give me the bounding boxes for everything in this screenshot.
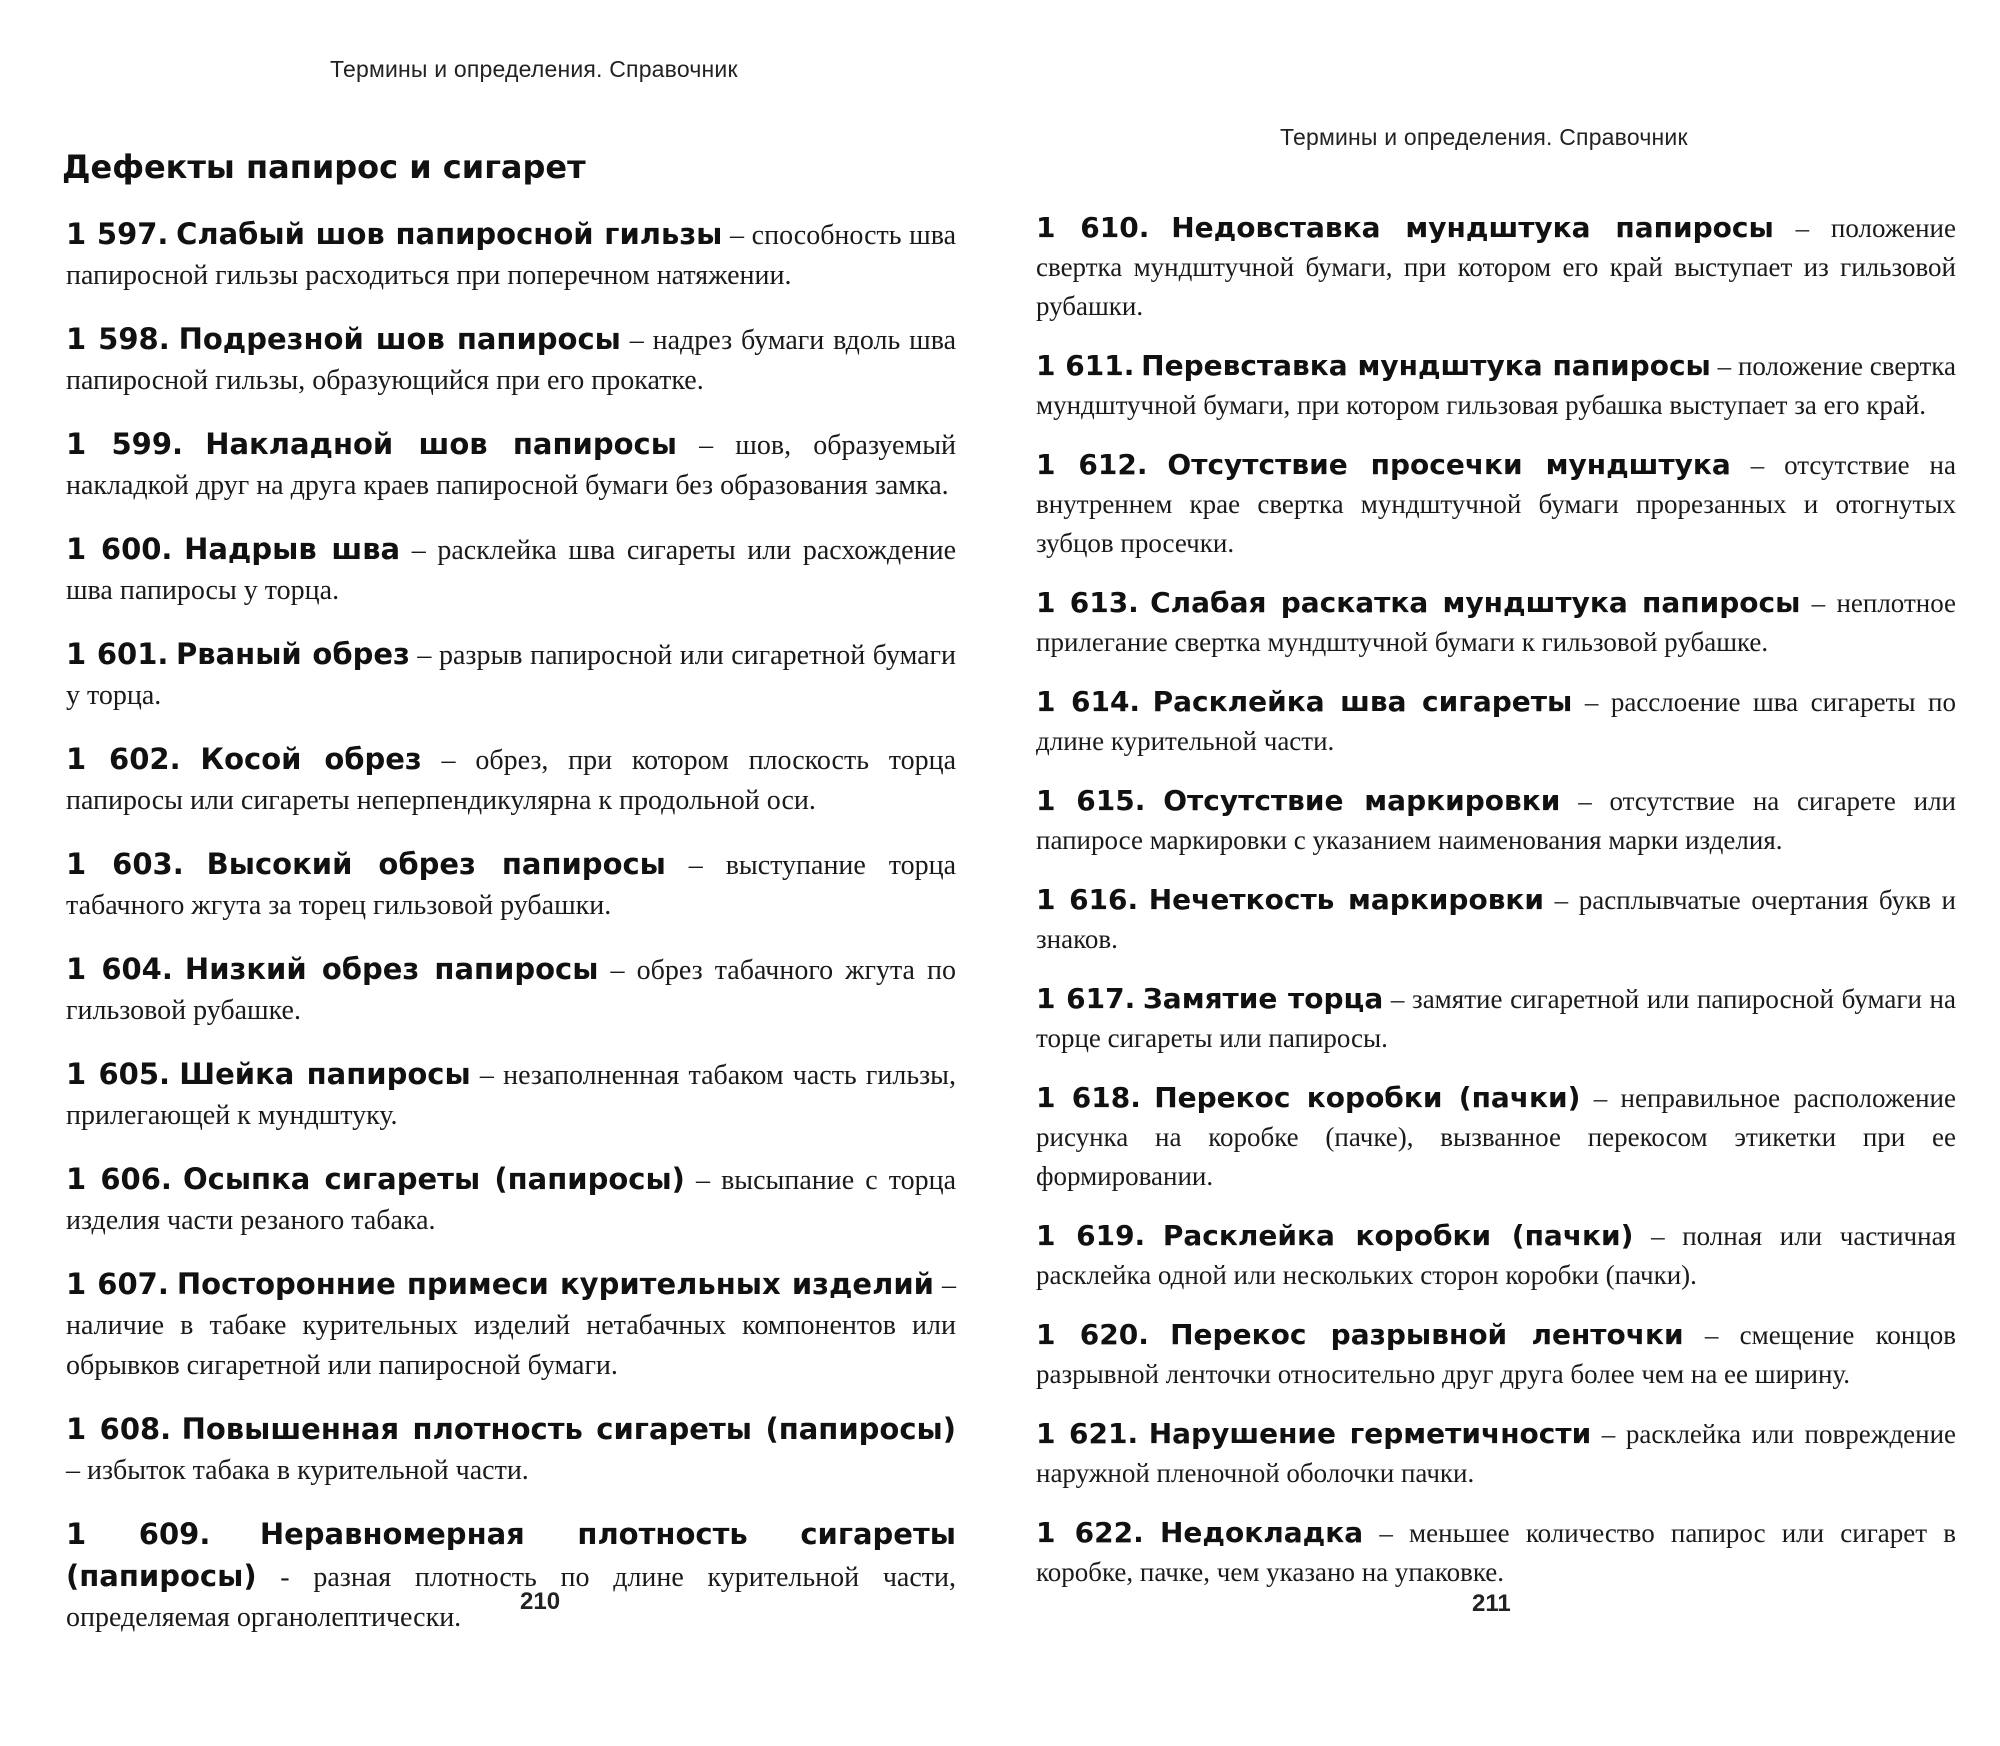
entry-definition: – шов, образуемый накладкой друг на друга краев папиросной бумаги без образования замка. — [66, 430, 956, 501]
entry-number: 1 608. — [66, 1412, 172, 1446]
entry-definition: – обрез, при котором плоскость торца папиросы или сигареты неперпендикулярна к продольной оси. — [66, 745, 957, 816]
term-entry — [1036, 208, 1956, 326]
entry-definition: – меньшее количество папирос или сигарет в коробке, пачке, чем указано на упаковке. — [1036, 1518, 1957, 1587]
entry-definition: – расклейка шва сигареты или расхождение шва папиросы у торца. — [66, 535, 956, 606]
entry-list — [66, 214, 956, 1661]
entry-number: 1 613. — [1036, 586, 1139, 619]
entry-definition: – неправильное расположение рисунка на коробке (пачке), вызванное перекосом этикетки при ее формировании. — [1036, 1083, 1956, 1191]
entry-term: Нечеткость маркировки — [1148, 883, 1545, 916]
term-entry — [1036, 1513, 1956, 1592]
entry-definition: – выступание торца табачного жгута за торец гильзовой рубашки. — [66, 850, 957, 921]
running-head: Термины и определения. Справочник — [1280, 124, 1688, 150]
entry-term: Рваный обрез — [175, 637, 410, 671]
entry-number: 1 616. — [1036, 883, 1139, 916]
right-page — [1000, 0, 2000, 1746]
entry-number: 1 598. — [66, 322, 170, 356]
term-entry — [66, 1514, 956, 1638]
entry-definition: – положение свертка мундштучной бумаги, при котором его край выступает из гильзовой рубашки. — [1036, 213, 1956, 321]
entry-term: Недовставка мундштука папиросы — [1171, 211, 1774, 244]
entry-number: 1 620. — [1036, 1318, 1149, 1351]
entry-number: 1 601. — [66, 637, 169, 671]
term-entry — [66, 424, 956, 506]
entry-definition: – незаполненная табаком часть гильзы, прилегающей к мундштуку. — [66, 1060, 956, 1131]
section-title: Дефекты папирос и сигарет — [62, 148, 586, 186]
entry-number: 1 602. — [66, 742, 181, 776]
entry-number: 1 607. — [66, 1267, 169, 1301]
entry-term: Расклейка коробки (пачки) — [1162, 1219, 1634, 1252]
entry-number: 1 621. — [1036, 1417, 1139, 1450]
entry-number: 1 614. — [1036, 685, 1141, 718]
entry-definition: – полная или частичная расклейка одной или нескольких сторон коробки (пачки). — [1036, 1221, 1956, 1290]
term-entry — [1036, 346, 1956, 425]
entry-number: 1 597. — [66, 217, 169, 251]
entry-number: 1 603. — [66, 847, 184, 881]
term-entry — [66, 844, 956, 926]
entry-number: 1 622. — [1036, 1516, 1144, 1549]
entry-definition: – расклейка или повреждение наружной пленочной оболочки пачки. — [1036, 1419, 1956, 1488]
entry-number: 1 600. — [66, 532, 173, 566]
term-entry — [1036, 1315, 1956, 1394]
term-entry — [66, 529, 956, 611]
term-entry — [66, 1159, 956, 1241]
term-entry — [1036, 583, 1956, 662]
entry-definition: – расслоение шва сигареты по длине курительной части. — [1036, 687, 1956, 756]
term-entry — [1036, 880, 1956, 959]
entry-term: Надрыв шва — [184, 532, 401, 566]
entry-number: 1 609. — [66, 1517, 211, 1551]
term-entry — [66, 739, 956, 821]
entry-term: Недокладка — [1159, 1516, 1364, 1549]
term-entry — [1036, 445, 1956, 563]
entry-number: 1 619. — [1036, 1219, 1146, 1252]
entry-number: 1 618. — [1036, 1081, 1141, 1114]
running-head: Термины и определения. Справочник — [330, 56, 738, 82]
entry-number: 1 615. — [1036, 784, 1146, 817]
entry-definition: – расплывчатые очертания букв и знаков. — [1036, 885, 1956, 954]
entry-term: Накладной шов папиросы — [205, 427, 677, 461]
entry-term: Осыпка сигареты (папиросы) — [182, 1162, 685, 1196]
page-number: 210 — [520, 1588, 561, 1615]
entry-definition: – наличие в табаке курительных изделий нетабачных компонентов или обрывков сигаретной или папиросной бумаги. — [66, 1270, 956, 1381]
entry-definition: – положение свертка мундштучной бумаги, при котором гильзовая рубашка выступает за его край. — [1036, 351, 1956, 420]
entry-number: 1 604. — [66, 952, 173, 986]
entry-number: 1 610. — [1036, 211, 1150, 244]
entry-definition: – надрез бумаги вдоль шва папиросной гильзы, образующийся при его прокатке. — [66, 325, 956, 396]
term-entry — [1036, 1078, 1956, 1196]
term-entry — [66, 1409, 956, 1491]
entry-definition: – высыпание с торца изделия части резаного табака. — [66, 1165, 957, 1236]
entry-term: Посторонние примеси курительных изделий — [176, 1267, 934, 1301]
entry-term: Отсутствие маркировки — [1163, 784, 1561, 817]
entry-term: Перекос разрывной ленточки — [1170, 1318, 1684, 1351]
term-entry — [66, 949, 956, 1031]
entry-term: Слабая раскатка мундштука папиросы — [1150, 586, 1801, 619]
entry-term: Перекос коробки (пачки) — [1154, 1081, 1581, 1114]
term-entry — [1036, 682, 1956, 761]
term-entry — [66, 1264, 956, 1386]
entry-definition: – разрыв папиросной или сигаретной бумаги у торца. — [66, 640, 957, 711]
entry-term: Косой обрез — [200, 742, 422, 776]
entry-definition: – замятие сигаретной или папиросной бумаги на торце сигареты или папиросы. — [1036, 984, 1956, 1053]
entry-term: Повышенная плотность сигареты (папиросы) — [181, 1412, 957, 1446]
entry-number: 1 605. — [66, 1057, 171, 1091]
entry-term: Расклейка шва сигареты — [1152, 685, 1573, 718]
entry-term: Отсутствие просечки мундштука — [1167, 448, 1731, 481]
entry-term: Замятие торца — [1142, 982, 1384, 1015]
entry-term: Слабый шов папиросной гильзы — [176, 217, 723, 251]
entry-number: 1 606. — [66, 1162, 172, 1196]
term-entry — [1036, 1414, 1956, 1493]
entry-term: Перевставка мундштука папиросы — [1141, 349, 1711, 382]
term-entry — [66, 1054, 956, 1136]
entry-term: Шейка папиросы — [179, 1057, 471, 1091]
entry-definition: – способность шва папиросной гильзы расходиться при поперечном натяжении. — [66, 220, 957, 291]
term-entry — [66, 319, 956, 401]
entry-number: 1 617. — [1036, 982, 1136, 1015]
entry-list — [1036, 208, 1956, 1612]
entry-term: Низкий обрез папиросы — [184, 952, 599, 986]
entry-number: 1 612. — [1036, 448, 1148, 481]
term-entry — [66, 634, 956, 716]
term-entry — [1036, 781, 1956, 860]
term-entry — [1036, 979, 1956, 1058]
entry-term: Высокий обрез папиросы — [206, 847, 666, 881]
entry-definition: - разная плотность по длине курительной части, определяемая органолептически. — [66, 1562, 956, 1633]
entry-definition: – смещение концов разрывной ленточки относительно друг друга более чем на ее ширину. — [1036, 1320, 1957, 1389]
entry-definition: – обрез табачного жгута по гильзовой рубашке. — [66, 955, 957, 1026]
entry-term: Нарушение герметичности — [1148, 1417, 1592, 1450]
entry-definition: – неплотное прилегание свертка мундштучной бумаги к гильзовой рубашке. — [1036, 588, 1957, 657]
term-entry — [66, 214, 956, 296]
entry-definition: – отсутствие на сигарете или папиросе маркировки с указанием наименования марки изделия. — [1036, 786, 1957, 855]
entry-number: 1 611. — [1036, 349, 1135, 382]
entry-term: Подрезной шов папиросы — [178, 322, 621, 356]
entry-number: 1 599. — [66, 427, 184, 461]
entry-definition: – избыток табака в курительной части. — [66, 1455, 529, 1486]
entry-definition: – отсутствие на внутреннем крае свертка мундштучной бумаги прорезанных и отогнутых зубцов просечки. — [1036, 450, 1956, 558]
term-entry — [1036, 1216, 1956, 1295]
page-number: 211 — [1472, 1590, 1511, 1617]
entry-term: Неравномерная плотность сигареты (папиросы) — [66, 1517, 957, 1593]
